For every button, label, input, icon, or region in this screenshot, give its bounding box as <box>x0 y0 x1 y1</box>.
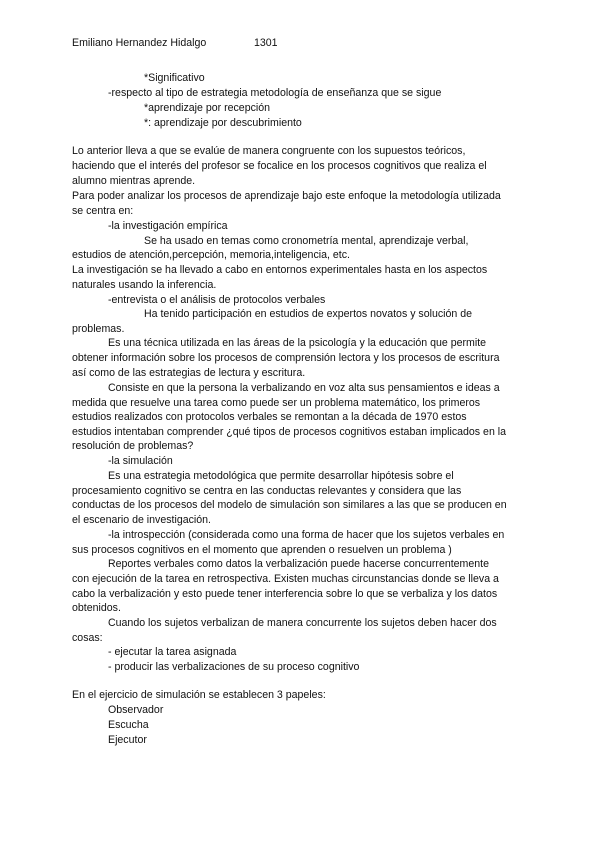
text-line: naturales usando la inferencia. <box>72 279 217 291</box>
text-line: sus procesos cognitivos en el momento que aprenden o resuelven un problema ) <box>72 544 452 556</box>
text-line: Se ha usado en temas como cronometría mental, aprendizaje verbal, <box>144 235 469 247</box>
text-line: Cuando los sujetos verbalizan de manera concurrente los sujetos deben hacer dos <box>108 617 497 629</box>
text-line: estudios realizados con protocolos verbales se remontan a la década de 1970 estos <box>72 411 467 423</box>
author-name: Emiliano Hernandez Hidalgo <box>72 37 207 49</box>
text-line: medida que resuelve una tarea como puede ser un problema matemático, los primeros <box>72 397 481 409</box>
text-line: obtener información sobre los procesos de comprensión lectora y los procesos de escritura <box>72 352 500 364</box>
text-line: En el ejercicio de simulación se establecen 3 papeles: <box>72 689 326 701</box>
text-line: haciendo que el interés del profesor se focalice en los procesos cognitivos que realiza el <box>72 160 487 172</box>
text-line: cabo la verbalización y esto puede tener interferencia sobre lo que se verbaliza y los datos <box>72 588 498 600</box>
text-line: Reportes verbales como datos la verbalización puede hacerse concurrentemente <box>108 558 490 570</box>
text-line: Consiste en que la persona la verbalizando en voz alta sus pensamientos e ideas a <box>108 382 500 394</box>
text-line: - ejecutar la tarea asignada <box>108 646 237 658</box>
text-line: procesamiento cognitivo se centra en las conductas relevantes y considera que las <box>72 485 462 497</box>
text-line: *: aprendizaje por descubrimiento <box>144 117 302 129</box>
text-line: *Significativo <box>144 72 205 84</box>
text-line: problemas. <box>72 323 125 335</box>
text-line: resolución de problemas? <box>72 440 194 452</box>
text-line: -respecto al tipo de estrategia metodología de enseñanza que se sigue <box>108 87 442 99</box>
text-line: Es una estrategia metodológica que permite desarrollar hipótesis sobre el <box>108 470 454 482</box>
text-line: así como de las estrategias de lectura y escritura. <box>72 367 306 379</box>
group-number: 1301 <box>254 37 278 49</box>
text-line: -la simulación <box>108 455 173 467</box>
text-line: alumno mientras aprende. <box>72 175 196 187</box>
text-line: *aprendizaje por recepción <box>144 102 271 114</box>
text-line: -entrevista o el análisis de protocolos verbales <box>108 294 326 306</box>
text-line: Escucha <box>108 719 149 731</box>
text-line: se centra en: <box>72 205 134 217</box>
text-line: -la introspección (considerada como una forma de hacer que los sujetos verbales en <box>108 529 505 541</box>
text-line: estudios de atención,percepción, memoria,inteligencia, etc. <box>72 249 350 261</box>
text-line: Ejecutor <box>108 734 147 746</box>
text-line: cosas: <box>72 632 103 644</box>
text-line: La investigación se ha llevado a cabo en entornos experimentales hasta en los aspectos <box>72 264 488 276</box>
text-line: con ejecución de la tarea en retrospectiva. Existen muchas circunstancias donde se lleva a <box>72 573 499 585</box>
text-line: Observador <box>108 704 164 716</box>
text-line: Es una técnica utilizada en las áreas de la psicología y la educación que permite <box>108 337 487 349</box>
text-line: -la investigación empírica <box>108 220 228 232</box>
text-line: conductas de los procesos del modelo de simulación son similares a las que se producen en <box>72 499 507 511</box>
text-line: obtenidos. <box>72 602 121 614</box>
text-line: - producir las verbalizaciones de su proceso cognitivo <box>108 661 360 673</box>
text-line: Para poder analizar los procesos de aprendizaje bajo este enfoque la metodología utilizada <box>72 190 501 202</box>
text-line: estudios intentaban comprender ¿qué tipos de procesos cognitivos estaban implicados en la <box>72 426 507 438</box>
text-line: el escenario de investigación. <box>72 514 211 526</box>
text-line: Lo anterior lleva a que se evalúe de manera congruente con los supuestos teóricos, <box>72 145 466 157</box>
text-line: Ha tenido participación en estudios de expertos novatos y solución de <box>144 308 473 320</box>
